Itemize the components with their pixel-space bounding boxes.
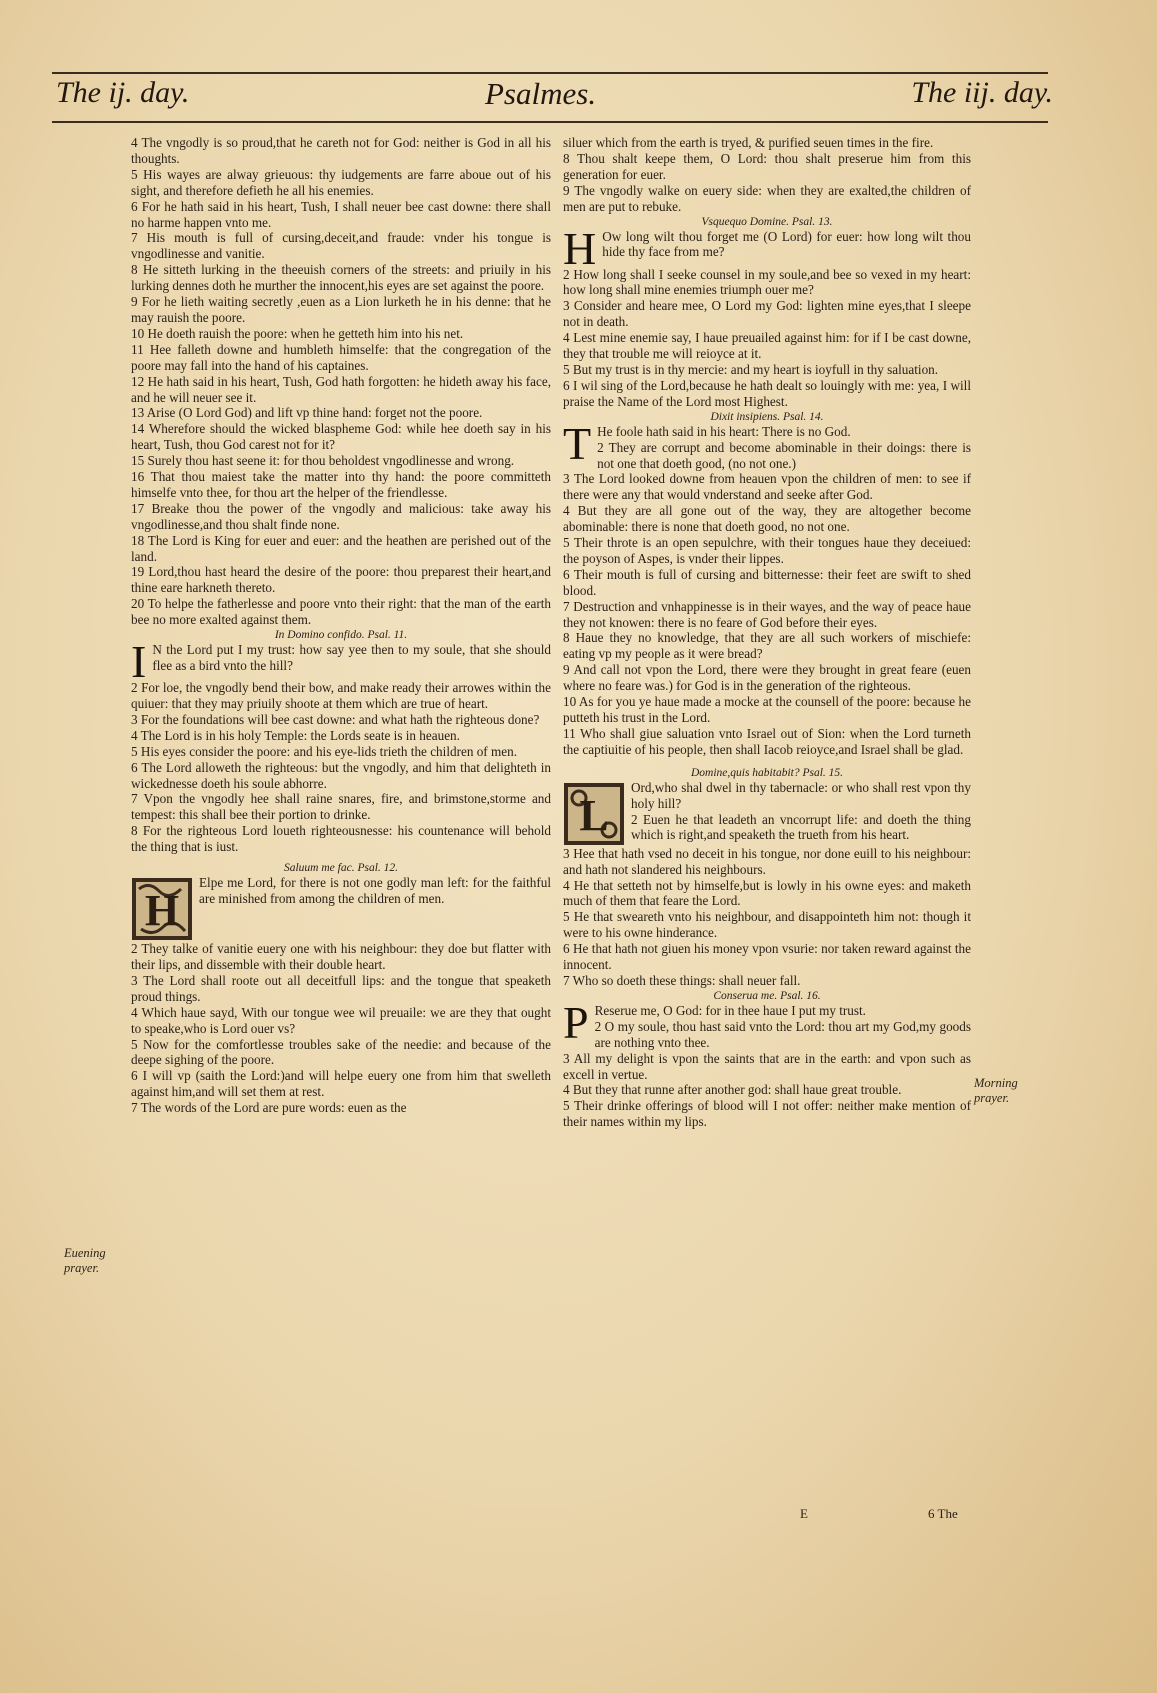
verse: 3 The Lord looked downe from heauen vpon the children of men: to see if there were any that would vnderstand and seeke after God. [563,471,971,503]
verse: 2 They are corrupt and become abominable in their doings: there is not one that doeth good, (no not one.) [597,439,971,471]
psalm-15 [563,780,971,989]
verse: 3 For the foundations will bee cast downe: and what hath the righteous done? [131,711,540,727]
drop-capital: H [563,222,597,274]
svg-text:L: L [579,790,609,840]
verse: 8 Thou shalt keepe them, O Lord: thou shalt preserue him from this generation for euer. [563,150,971,182]
drop-capital: T [563,417,592,469]
verse: 8 He sitteth lurking in the theeuish corners of the streets: and priuily in his lurking dennes doth he murther the innocent,his eyes are set against the poore. [131,262,551,294]
psalm-12 [131,875,551,1116]
margin-note-evening: Euening prayer. [64,1246,106,1275]
verse: Elpe me Lord, for there is not one godly man left: for the faithful are minished from among the children of men. [199,875,551,906]
verse: 8 For the righteous Lord loueth righteousnesse: his countenance will behold the thing that is iust. [131,823,551,855]
verse: Ord,who shal dwel in thy tabernacle: or who shall rest vpon thy holy hill? [631,779,971,811]
header-left: The ij. day. [56,76,190,109]
verse: 10 He doeth rauish the poore: when he getteth him into his net. [131,325,464,341]
verse: 6 I wil sing of the Lord,because he hath dealt so louingly with me: yea, I will praise the Name of the Lord most Highest. [563,377,971,409]
verse: 5 His eyes consider the poore: and his eye-lids trieth the children of men. [131,743,517,759]
verse: 2 How long shall I seeke counsel in my soule,and bee so vexed in my heart: how long shall mine enemies triumph ouer me? [563,266,971,298]
verse: He foole hath said in his heart: There is no God. [597,423,851,439]
verse: Ow long wilt thou forget me (O Lord) for euer: how long wilt thou hide thy face from me? [602,228,971,260]
verse: 9 And call not vpon the Lord, there were they brought in great feare (euen where no feare was.) for God is in the generation of the righteous. [563,662,971,694]
verse: Reserue me, O God: for in thee haue I put my trust. [594,1002,866,1018]
psalm-13-title: Vsquequo Domine. Psal. 13. [701,215,833,228]
verse: 5 Now for the comfortlesse troubles sake of the needie: and because of the deepe sighing of the poore. [131,1036,551,1068]
verse: 2 O my soule, thou hast said vnto the Lord: thou art my God,my goods are nothing vnto thee. [594,1018,971,1050]
verse: 2 They talke of vanitie euery one with his neighbour: they doe but flatter with their lips, and dissemble with their double heart. [131,941,551,972]
verse: 9 The vngodly walke on euery side: when they are exalted,the children of men are put to rebuke. [563,182,971,214]
psalm-16 [563,996,971,1130]
psalm-14 [563,417,971,758]
verse: 18 The Lord is King for euer and euer: and the heathen are perished out of the land. [131,532,551,564]
verse: 19 Lord,thou hast heard the desire of the poore: thou preparest their heart,and thine eare harkneth thereto. [131,564,551,596]
verse: 4 Which haue sayd, With our tongue wee wil preuaile: we are they that ought to speake,who is Lord ouer vs? [131,1004,551,1036]
header-rule-bottom [52,121,1048,123]
verse: 5 Their drinke offerings of blood will I not offer: neither make mention of their names within my lips. [563,1098,971,1130]
verse: 14 Wherefore should the wicked blaspheme God: while hee doeth say in his heart, Tush, thou God carest not for it? [131,421,551,453]
verse: 20 To helpe the fatherlesse and poore vnto their right: that the man of the earth bee no more exalted against them. [131,596,551,628]
verse: 3 Hee that hath vsed no deceit in his tongue, nor done euill to his neighbour: and hath not slandered his neighbours. [563,845,971,877]
psalm-16-title: Conserua me. Psal. 16. [713,989,821,1002]
verse: 4 Lest mine enemie say, I haue preuailed against him: for if I be cast downe, they that trouble me will reioyce at it. [563,330,971,362]
verse: 3 The Lord shall roote out all deceitfull lips: and the tongue that speaketh proud things. [131,972,551,1004]
ornamental-initial-l-icon [563,782,625,846]
verse: 4 He that setteth not by himselfe,but is lowly in his owne eyes: and maketh much of them that feare the Lord. [563,877,971,909]
verse: 5 But my trust is in thy mercie: and my heart is ioyfull in thy saluation. [563,361,939,377]
verse: 4 But they that runne after another god: shall haue great trouble. [563,1082,902,1098]
verse: 6 Their mouth is full of cursing and bitternesse: their feet are swift to shed blood. [563,566,971,598]
header-rule-top [52,72,1048,74]
verse: 13 Arise (O Lord God) and lift vp thine hand: forget not the poore. [131,405,483,421]
drop-capital: P [563,996,589,1048]
margin-note-morning: Morning prayer. [974,1076,1018,1105]
verse: 5 He that sweareth vnto his neighbour, and disappointeth him not: though it were to his owne hinderance. [563,909,971,941]
verse: 15 Surely thou hast seene it: for thou beholdest vngodlinesse and wrong. [131,453,515,469]
svg-text:H: H [144,886,180,936]
ornamental-initial-h-icon [131,877,193,941]
verse: 2 Euen he that leadeth an vncorrupt life: and doeth the thing which is right,and speaketh the trueth from his heart. [631,811,971,843]
verse: 11 Who shall giue saluation vnto Israel out of Sion: when the Lord turneth the captiuitie of his people, then shall Iacob reioyce,and Israel shall be glad. [563,725,971,757]
left-column [131,135,551,1116]
verse: 7 Destruction and vnhappinesse is in their wayes, and the way of peace haue they not knowen: there is no feare of God before their eyes. [563,598,971,630]
drop-capital: I [131,636,147,688]
verse: 2 For loe, the vngodly bend their bow, and make ready their arrowes within the quiuer: that they may priuily shoote at them which are true of heart. [131,680,551,711]
psalm-15-title: Domine,quis habitabit? Psal. 15. [690,766,844,779]
verse: 7 His mouth is full of cursing,deceit,and fraude: vnder his tongue is vngodlinesse and vanitie. [131,230,551,262]
verse: 9 For he lieth waiting secretly ,euen as a Lion lurketh he in his denne: that he may rauish the poore. [131,294,551,325]
psalm-12-title: Saluum me fac. Psal. 12. [283,862,399,875]
psalm-10-verses [131,135,551,628]
verse: 6 The Lord alloweth the righteous: but the vngodly, and him that delighteth in wickednesse doeth his soule abhorre. [131,759,551,791]
psalm-12-continued [563,135,971,215]
verse: 16 That thou maiest take the matter into thy hand: the poore committeth himselfe vnto thee, for thou art the helper of the friendlesse. [131,469,551,500]
verse: siluer which from the earth is tryed, & purified seuen times in the fire. [563,135,934,150]
verse: 10 As for you ye haue made a mocke at the counsell of the poore: because he putteth his trust in the Lord. [563,694,971,725]
verse: 3 All my delight is vpon the saints that are in the earth: and vpon such as excell in vertue. [563,1050,971,1082]
verse: 6 For he hath said in his heart, Tush, I shall neuer bee cast downe: there shall no harme happen vnto me. [131,198,551,230]
verse: N the Lord put I my trust: how say yee then to my soule, that she should flee as a bird vnto the hill? [152,642,551,673]
verse: 8 Haue they no knowledge, that they are all such workers of mischiefe: eating vp my people as it were bread? [563,630,971,662]
right-column [563,135,971,1130]
signature-mark: E [800,1506,808,1521]
verse: 7 The words of the Lord are pure words: euen as the [131,1100,407,1116]
verse: 6 I will vp (saith the Lord:)and will helpe euery one from him that swelleth against him,and will set them at rest. [131,1068,551,1100]
verse: 17 Breake thou the power of the vngodly and malicious: take away his vngodlinesse,and thou shalt finde none. [131,500,551,532]
verse: 5 His wayes are alway grieuous: thy iudgements are farre aboue out of his sight, and therefore defieth he all his enemies. [131,166,551,198]
verse: 4 But they are all gone out of the way, they are altogether become abominable: there is none that doeth good, no not one. [563,503,971,535]
psalm-11-title: In Domino confido. Psal. 11. [274,629,408,642]
psalm-14-title: Dixit insipiens. Psal. 14. [710,410,824,423]
verse: 11 Hee falleth downe and humbleth himselfe: that the congregation of the poore may fall into the hand of his captaines. [131,341,551,373]
verse: 7 Who so doeth these things: shall neuer fall. [563,972,801,988]
verse: 6 He that hath not giuen his money vpon vsurie: nor taken reward against the innocent. [563,941,971,973]
verse: 3 Consider and heare mee, O Lord my God: lighten mine eyes,that I sleepe not in death. [563,298,971,330]
catchword: 6 The [928,1506,958,1521]
psalm-13 [563,222,971,410]
verse: 12 He hath said in his heart, Tush, God hath forgotten: he hideth away his face, and he will neuer see it. [131,373,551,405]
psalm-11 [131,636,551,855]
verse: 7 Vpon the vngodly hee shall raine snares, fire, and brimstone,storme and tempest: this shall bee their portion to drinke. [131,791,551,823]
verse: 5 Their throte is an open sepulchre, with their tongues haue they deceiued: the poyson of Aspes, is vnder their lippes. [563,535,971,566]
header-right: The iij. day. [911,76,1053,109]
verse: 4 The vngodly is so proud,that he careth not for God: neither is God in all his thoughts. [131,135,551,166]
verse: 4 The Lord is in his holy Temple: the Lords seate is in heauen. [131,727,460,743]
running-title: Psalmes. [485,76,597,111]
